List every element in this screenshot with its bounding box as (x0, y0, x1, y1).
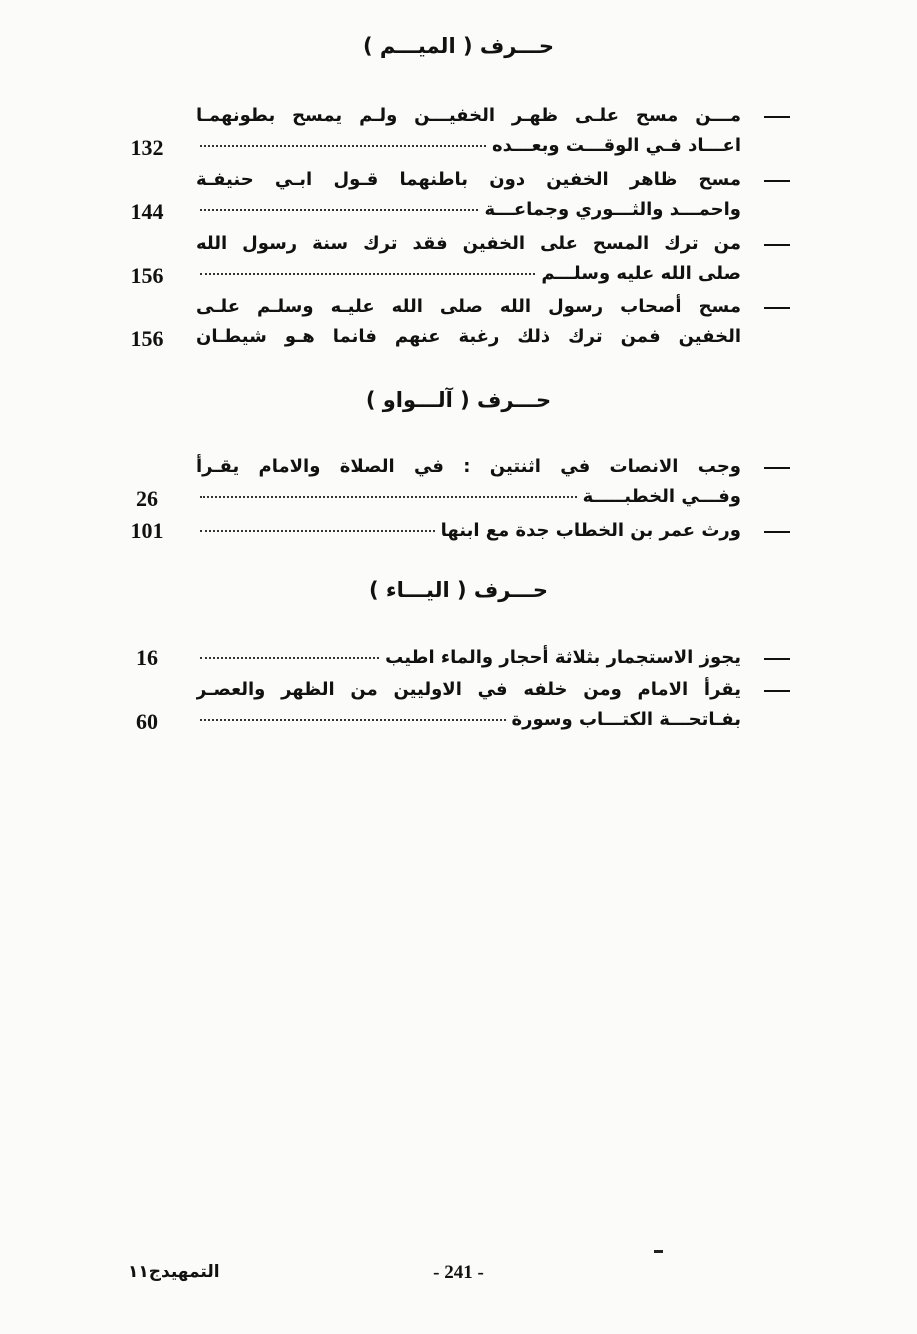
entry-line-with-leader (196, 643, 741, 673)
dotted-leader (200, 719, 506, 721)
entry-line-text: ورث عمر بن الخطاب جدة مع ابنها (440, 520, 741, 541)
print-speck (654, 1250, 663, 1253)
entry-line: مـــن مسح علـى ظهـر الخفيـــن ولـم يمسح بطونهمـا (196, 105, 741, 126)
dotted-leader (200, 273, 535, 275)
entry-dash (764, 180, 790, 182)
page-reference: 156 (130, 263, 164, 288)
dotted-leader (200, 145, 486, 147)
entry-dash (764, 116, 790, 118)
entry-dash (764, 690, 790, 692)
section-heading-waw: حـــرف ( آلـــواو ) (365, 388, 552, 412)
page-reference: 144 (130, 199, 164, 224)
entry-line-text: وفـــي الخطبـــــة (582, 486, 741, 507)
dotted-leader (200, 209, 478, 211)
entry-dash (764, 307, 790, 309)
entry-line: مسح أصحاب رسول الله صلى الله عليـه وسلـم علـى (196, 296, 741, 317)
entry-line-with-leader (196, 705, 741, 735)
entry-line-text: بفـاتحـــة الكتـــاب وسورة (511, 709, 741, 730)
dotted-leader (200, 657, 379, 659)
page-reference: 132 (130, 135, 164, 160)
entry-line-text: صلى الله عليه وسلـــم (541, 263, 741, 284)
entry-line-with-leader (196, 131, 741, 161)
entry-line: مسح ظاهر الخفين دون باطنهما قـول ابـي حنيفـة (196, 169, 741, 190)
dotted-leader (200, 530, 435, 532)
entry-line-with-leader (196, 482, 741, 512)
page-reference: 26 (136, 486, 158, 511)
page-reference: 156 (130, 326, 164, 351)
entry-line-text: واحمـــد والثـــوري وجماعـــة (484, 199, 741, 220)
dotted-leader (200, 496, 577, 498)
entry-line-with-leader (196, 259, 741, 289)
page-reference: 60 (136, 709, 158, 734)
entry-line-text: يجوز الاستجمار بثلاثة أحجار والماء اطيب (385, 647, 741, 668)
entry-dash (764, 658, 790, 660)
entry-line: يقرأ الامام ومن خلفه في الاوليين من الظهر والعصـر (196, 679, 741, 700)
entry-dash (764, 531, 790, 533)
section-heading-yaa: حـــرف ( اليـــاء ) (368, 578, 549, 602)
page-number: - 241 - (433, 1262, 484, 1283)
entry-line: من ترك المسح على الخفين فقد ترك سنة رسول الله (196, 233, 741, 254)
entry-dash (764, 467, 790, 469)
entry-line-with-leader (196, 516, 741, 546)
section-heading-meem: حـــرف ( الميـــم ) (363, 34, 554, 58)
page-reference: 101 (130, 518, 164, 543)
entry-line-text: اعـــاد فـي الوقـــت وبعـــده (492, 135, 741, 156)
entry-dash (764, 244, 790, 246)
page-reference: 16 (136, 645, 158, 670)
footer-signature: التمهيدج١١ (128, 1262, 220, 1282)
entry-line-with-leader (196, 195, 741, 225)
entry-line: وجب الانصات في اثنتين : في الصلاة والامام يقـرأ (196, 456, 741, 477)
entry-line: الخفين فمن ترك ذلك رغبة عنهم فانما هـو شيطـان (196, 326, 741, 347)
